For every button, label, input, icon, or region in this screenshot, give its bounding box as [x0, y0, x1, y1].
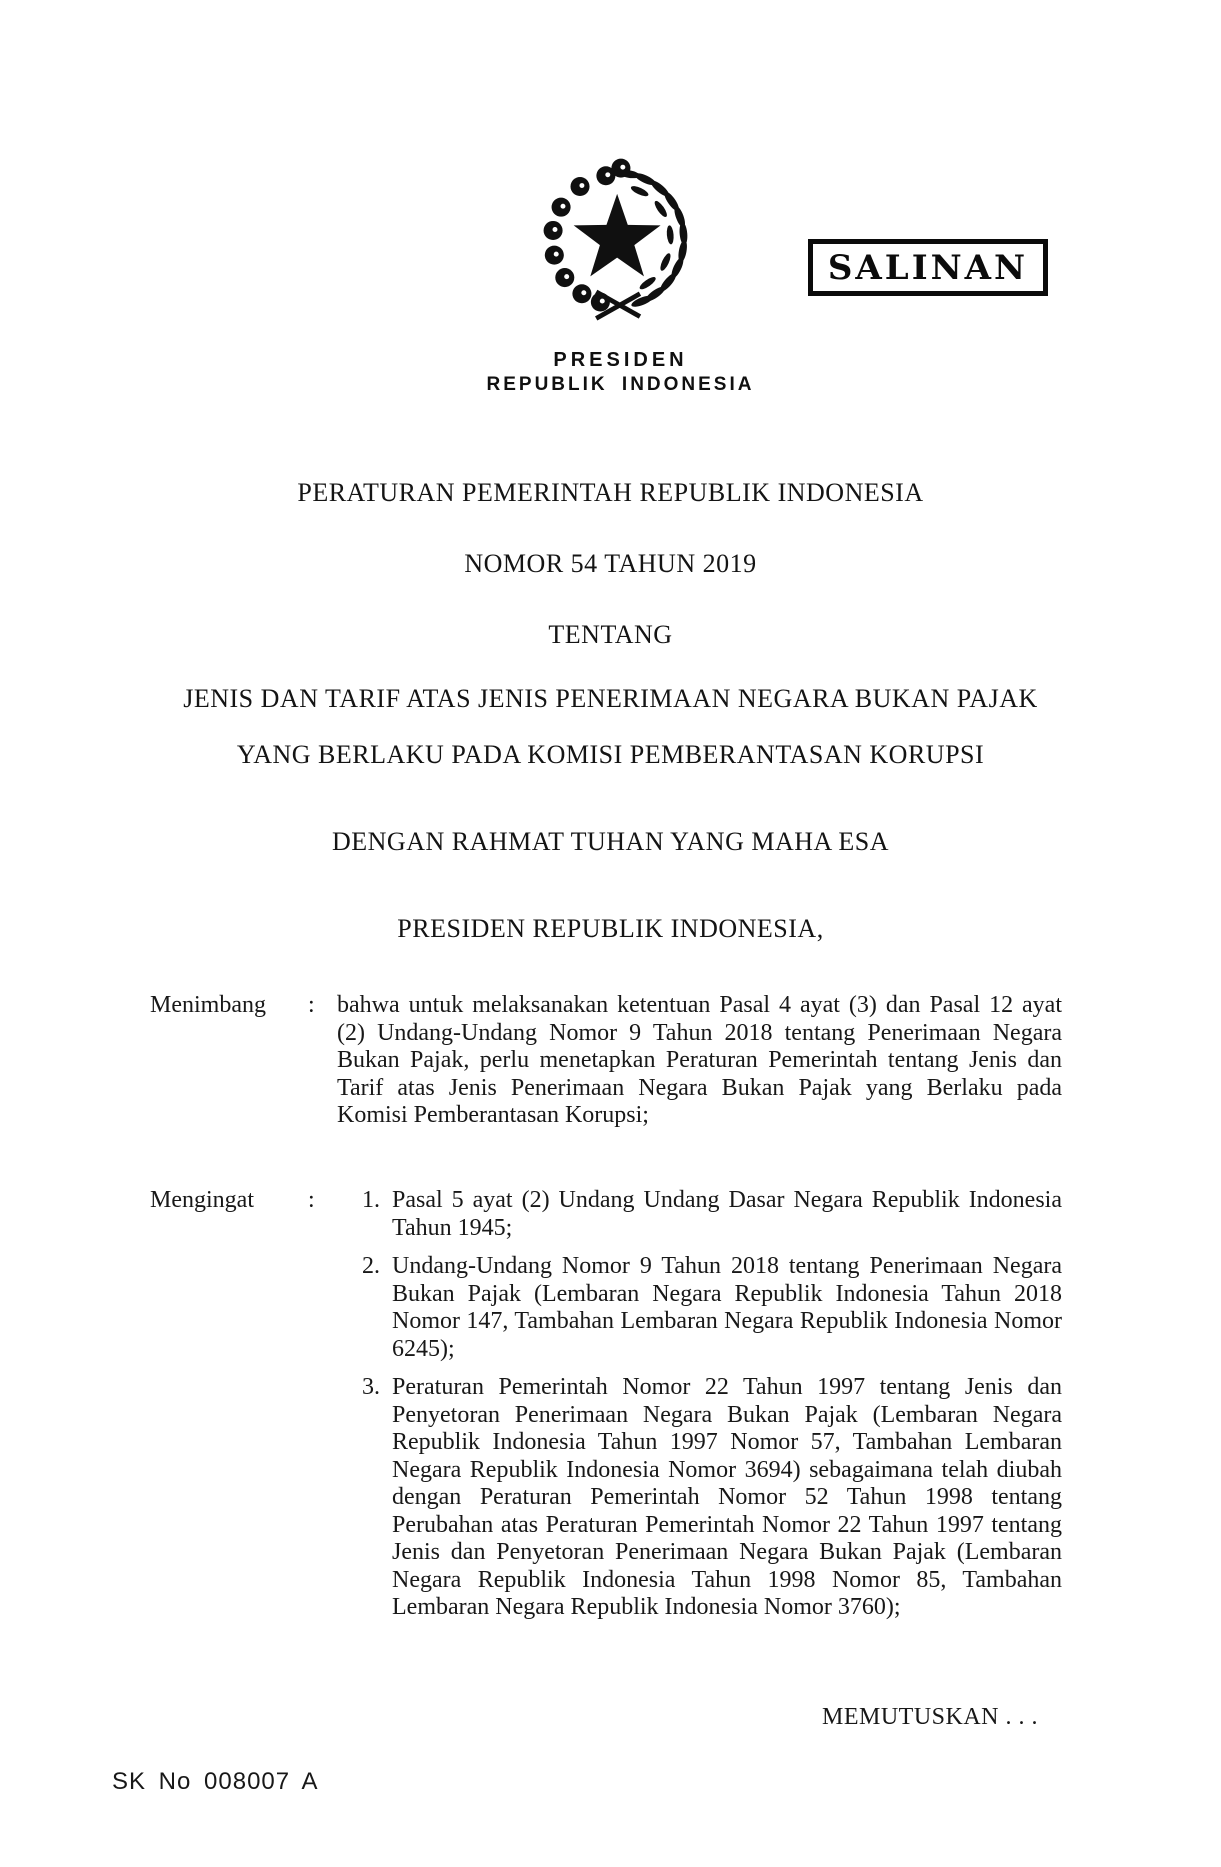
invocation-line: DENGAN RAHMAT TUHAN YANG MAHA ESA: [332, 827, 889, 856]
legal-item-text: Undang-Undang Nomor 9 Tahun 2018 tentang Penerimaan Negara Bukan Pajak (Lembaran Negara Republik Indonesia Tahun 2018 Nomor 147, Tambahan Lembaran Negara Republik Indonesia Nomor 6245);: [392, 1253, 1062, 1362]
star-wreath-emblem-icon: [541, 146, 698, 333]
considerations-clause: [150, 992, 1062, 1130]
authority-line: PRESIDEN REPUBLIK INDONESIA,: [397, 914, 824, 943]
institution-presiden: PRESIDEN: [553, 349, 688, 371]
legal-item-number: 1.: [362, 1187, 380, 1213]
subject-line2: YANG BERLAKU PADA KOMISI PEMBERANTASAN KORUPSI: [236, 740, 985, 769]
legal-item-text: Pasal 5 ayat (2) Undang Undang Dasar Negara Republik Indonesia Tahun 1945;: [392, 1187, 1062, 1241]
legal-item-number: 3.: [362, 1374, 380, 1400]
document-code: SK No 008007 A: [112, 1768, 319, 1795]
presidential-seal: [541, 146, 698, 333]
considerations-label: Menimbang: [150, 992, 266, 1018]
tentang-line: TENTANG: [548, 620, 673, 649]
regulation-number-line: NOMOR 54 TAHUN 2019: [464, 549, 757, 578]
legal-item-text: Peraturan Pemerintah Nomor 22 Tahun 1997 tentang Jenis dan Penyetoran Penerimaan Negara Bukan Pajak (Lembaran Negara Republik Indonesia Tahun 1997 Nomor 57, Tambahan Lembaran Negara Republik Indonesia Nomor 3694) sebagaimana telah diubah dengan Peraturan Pemerintah Nomor 52 Tahun 1998 tentang Perubahan atas Peraturan Pemerintah Nomor 22 Tahun 1997 tentang Jenis dan Penyetoran Penerimaan Negara Bukan Pajak (Lembaran Negara Republik Indonesia Tahun 1998 Nomor 85, Tambahan Lembaran Negara Republik Indonesia Nomor 3760);: [392, 1374, 1062, 1620]
legal-basis-clause: [150, 1187, 1062, 1622]
legal-basis-item: [337, 1187, 1062, 1242]
institution-republik-indonesia: REPUBLIK INDONESIA: [486, 374, 755, 395]
considerations-colon: :: [308, 992, 315, 1018]
catchword-memutuskan: MEMUTUSKAN . . .: [822, 1704, 1039, 1730]
legal-basis-item: [337, 1374, 1062, 1622]
legal-basis-colon: :: [308, 1187, 315, 1213]
legal-item-number: 2.: [362, 1253, 380, 1279]
considerations-text: bahwa untuk melaksanakan ketentuan Pasal 4 ayat (3) dan Pasal 12 ayat (2) Undang-Undang Nomor 9 Tahun 2018 tentang Penerimaan Negara Bukan Pajak, perlu menetapkan Peraturan Pemerintah tentang Jenis dan Tarif atas Jenis Penerimaan Negara Bukan Pajak yang Berlaku pada Komisi Pemberantasan Korupsi;: [337, 992, 1062, 1128]
salinan-stamp-label: SALINAN: [827, 247, 1029, 288]
legal-basis-list: [337, 1187, 1062, 1622]
legal-basis-label: Mengingat: [150, 1187, 254, 1213]
subject-line1: JENIS DAN TARIF ATAS JENIS PENERIMAAN NEGARA BUKAN PAJAK: [183, 684, 1038, 713]
legal-basis-item: [337, 1253, 1062, 1363]
regulation-title-line1: PERATURAN PEMERINTAH REPUBLIK INDONESIA: [297, 478, 924, 507]
salinan-stamp: [808, 239, 1048, 296]
